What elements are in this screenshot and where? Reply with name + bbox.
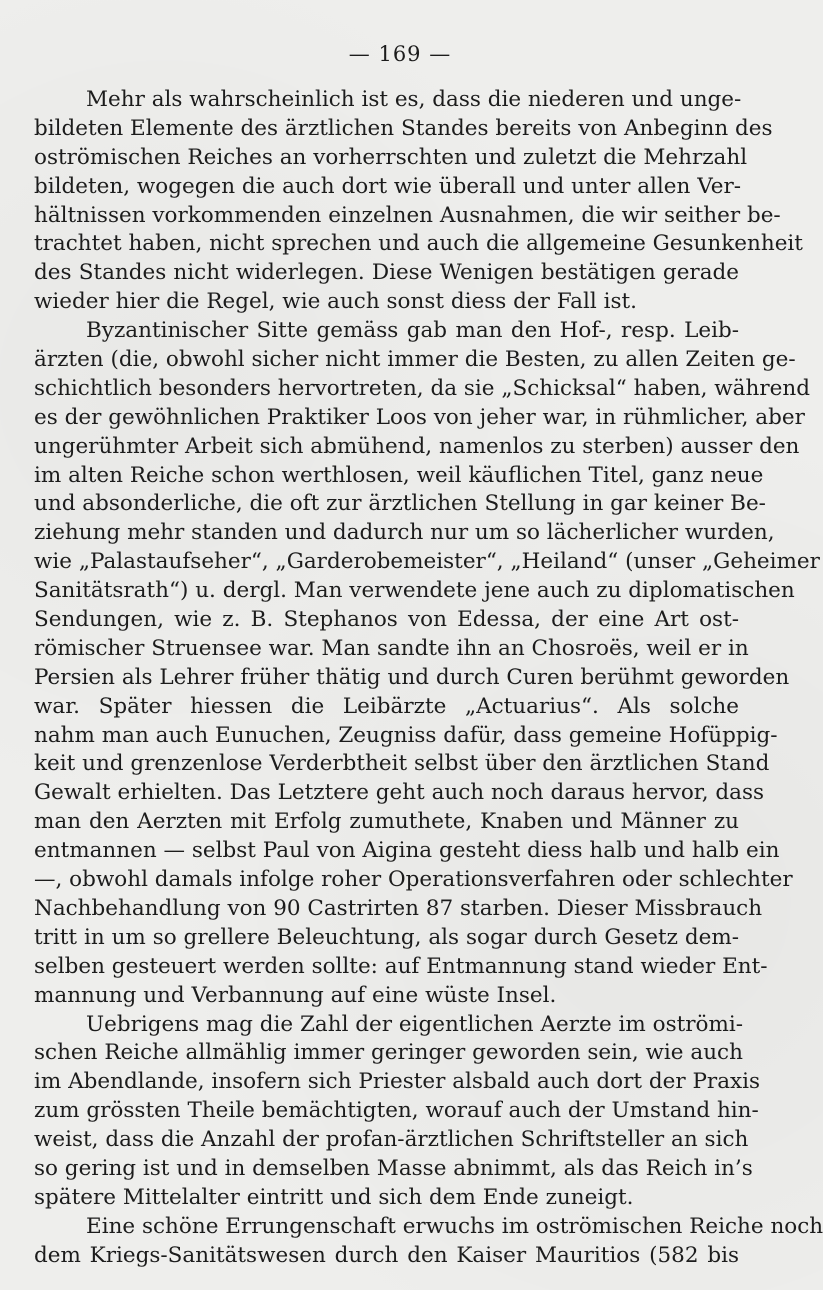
text-line: weist, dass die Anzahl der profan-ärztlichen Schriftsteller an sich [34,1127,749,1153]
text-line: zum grössten Theile bemächtigten, worauf auch der Umstand hin- [34,1098,759,1124]
text-line: wieder hier die Regel, wie auch sonst diess der Fall ist. [34,289,637,315]
text-line: mannung und Verbannung auf eine wüste Insel. [34,982,557,1008]
text-line: es der gewöhnlichen Praktiker Loos von jeher war, in rühmlicher, aber [34,404,805,430]
text-line: spätere Mittelalter eintritt und sich dem Ende zuneigt. [34,1184,634,1210]
text-line: man den Aerzten mit Erfolg zumuthete, Knaben und Männer zu [34,809,739,835]
text-line: tritt in um so grellere Beleuchtung, als sogar durch Gesetz dem- [34,924,739,950]
text-line: im alten Reiche schon werthlosen, weil käuflichen Titel, ganz neue [34,462,764,488]
text-line: wie „Palastaufseher“, „Garderobemeister“, „Heiland“ (unser „Geheimer [34,549,820,575]
text-line: Uebrigens mag die Zahl der eigentlichen Aerzte im oströmi- [86,1011,744,1037]
text-line: dem Kriegs-Sanitätswesen durch den Kaiser Mauritios (582 bis [34,1242,739,1268]
text-line: keit und grenzenlose Verderbtheit selbst über den ärztlichen Stand [34,751,770,777]
text-line: hältnissen vorkommenden einzelnen Ausnahmen, die wir seither be- [34,202,781,228]
text-line: schichtlich besonders hervortreten, da sie „Schicksal“ haben, während [34,375,810,401]
text-line: entmannen — selbst Paul von Aigina gesteht diess halb und halb ein [34,838,780,864]
text-line: trachtet haben, nicht sprechen und auch die allgemeine Gesunkenheit [34,231,803,257]
text-line: Persien als Lehrer früher thätig und durch Curen berühmt geworden [34,664,790,690]
text-line: so gering ist und in demselben Masse abnimmt, als das Reich in’s [34,1155,753,1181]
text-line: Nachbehandlung von 90 Castrirten 87 starben. Dieser Missbrauch [34,895,763,921]
text-line: selben gesteuert werden sollte: auf Entmannung stand wieder Ent- [34,953,768,979]
text-line: Mehr als wahrscheinlich ist es, dass die niederen und unge- [86,87,742,112]
text-line: ärzten (die, obwohl sicher nicht immer die Besten, zu allen Zeiten ge- [34,347,796,373]
text-line: nahm man auch Eunuchen, Zeugniss dafür, dass gemeine Hofüppig- [34,722,778,748]
text-line: ziehung mehr standen und dadurch nur um so lächerlicher wurden, [34,520,775,546]
text-line: ungerühmter Arbeit sich abmühend, namenlos zu sterben) ausser den [34,433,800,459]
text-line: bildeten, wogegen die auch dort wie überall und unter allen Ver- [34,173,742,199]
text-line: war. Später hiessen die Leibärzte „Actuarius“. Als solche [34,693,739,719]
text-line: und absonderliche, die oft zur ärztlichen Stellung in gar keiner Be- [34,491,766,517]
body-text [34,86,823,1271]
text-line: des Standes nicht widerlegen. Diese Wenigen bestätigen gerade [34,260,739,286]
text-line: Sanitätsrath“) u. dergl. Man verwendete jene auch zu diplomatischen [34,578,795,604]
text-line: Sendungen, wie z. B. Stephanos von Edessa, der eine Art ost- [34,607,739,633]
text-line: Byzantinischer Sitte gemäss gab man den Hof-, resp. Leib- [86,318,739,344]
text-line: römischer Struensee war. Man sandte ihn an Chosroës, weil er in [34,635,749,661]
text-line: Gewalt erhielten. Das Letztere geht auch noch daraus hervor, dass [34,780,765,806]
text-line: —, obwohl damals infolge roher Operationsverfahren oder schlechter [34,867,793,893]
text-line: Eine schöne Errungenschaft erwuchs im oströmischen Reiche noch [86,1213,823,1239]
text-line: im Abendlande, insofern sich Priester alsbald auch dort der Praxis [34,1069,761,1095]
text-line: bildeten Elemente des ärztlichen Standes bereits von Anbeginn des [34,115,773,141]
text-line: schen Reiche allmählig immer geringer geworden sein, wie auch [34,1040,743,1066]
page-number: — 169 — [348,42,452,66]
text-line: oströmischen Reiches an vorherrschten und zuletzt die Mehrzahl [34,144,748,170]
